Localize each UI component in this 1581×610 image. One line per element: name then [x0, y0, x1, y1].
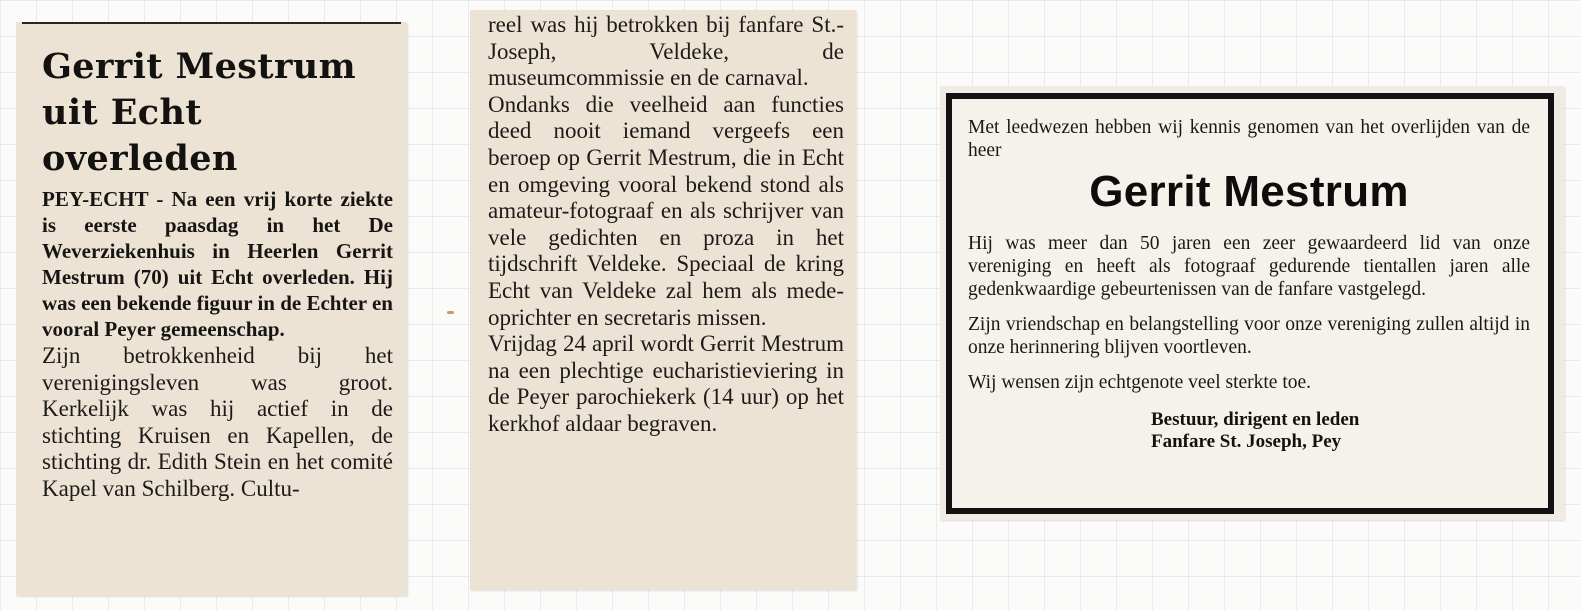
article-clipping-left [16, 22, 407, 596]
condolence-notice-frame [946, 93, 1554, 514]
top-rule [22, 22, 401, 24]
article-column-2 [488, 12, 844, 438]
notice-paragraph-3: Wij wensen zijn echtgenote veel sterkte toe. [968, 372, 1312, 393]
headline-line-3: overleden [42, 138, 238, 179]
notice-intro: Met leedwezen hebben wij kennis genomen van het overlijden van de heer [968, 117, 1530, 161]
column-2-paragraph-2: Ondanks die veelheid aan functies deed nooit iemand vergeefs een beroep op Gerrit Mestrum, die in Echt en omgeving vooral bekend stond als amateur-fotograaf en als schrijver van vele gedichten en proza in het tijdschrift Veldeke. Speciaal de kring Echt van Veldeke zal hem als mede-oprichter en secretaris missen. [488, 91, 844, 330]
article-column-1-body: Zijn betrokkenheid bij het verenigingsleven was groot. Kerkelijk was hij actief in de stichting Kruisen en Kapellen, de stichting dr. Edith Stein en het comité Kapel van Schilberg. Cultu- [42, 343, 393, 501]
article-clipping-middle [470, 10, 856, 590]
column-2-paragraph-1: reel was hij betrokken bij fanfare St.-Joseph, Veldeke, de museumcommissie en de carnaval. [488, 12, 844, 91]
article-headline [42, 44, 393, 182]
notice-paragraph-1: Hij was meer dan 50 jaren een zeer gewaardeerd lid van onze vereniging en heeft als fotograaf gedurende tientallen jaren alle gedenkwaardige gebeurtenissen van de fanfare vastgelegd. [968, 233, 1530, 300]
paper-speck [447, 311, 454, 314]
column-2-paragraph-3: Vrijdag 24 april wordt Gerrit Mestrum na een plechtige eucharistieviering in de Peyer parochiekerk (14 uur) op het kerkhof aldaar begraven. [488, 331, 844, 436]
notice-paragraph-2: Zijn vriendschap en belangstelling voor onze vereniging zullen altijd in onze herinnering blijven voortleven. [968, 314, 1530, 358]
signature-line-2: Fanfare St. Joseph, Pey [1151, 431, 1342, 452]
headline-line-2: uit Echt [42, 92, 202, 133]
article-lead: PEY-ECHT - Na een vrij korte ziekte is eerste paasdag in het De Weverziekenhuis in Heerlen Gerrit Mestrum (70) uit Echt overleden. Hij was een bekende figuur in de Echter en vooral Peyer gemeenschap. [42, 187, 393, 341]
headline-line-1: Gerrit Mestrum [42, 46, 357, 87]
signature-line-1: Bestuur, dirigent en leden [1151, 409, 1360, 430]
condolence-notice-clipping [940, 86, 1564, 520]
notice-signature [968, 409, 1530, 453]
notice-deceased-name: Gerrit Mestrum [1089, 167, 1409, 216]
